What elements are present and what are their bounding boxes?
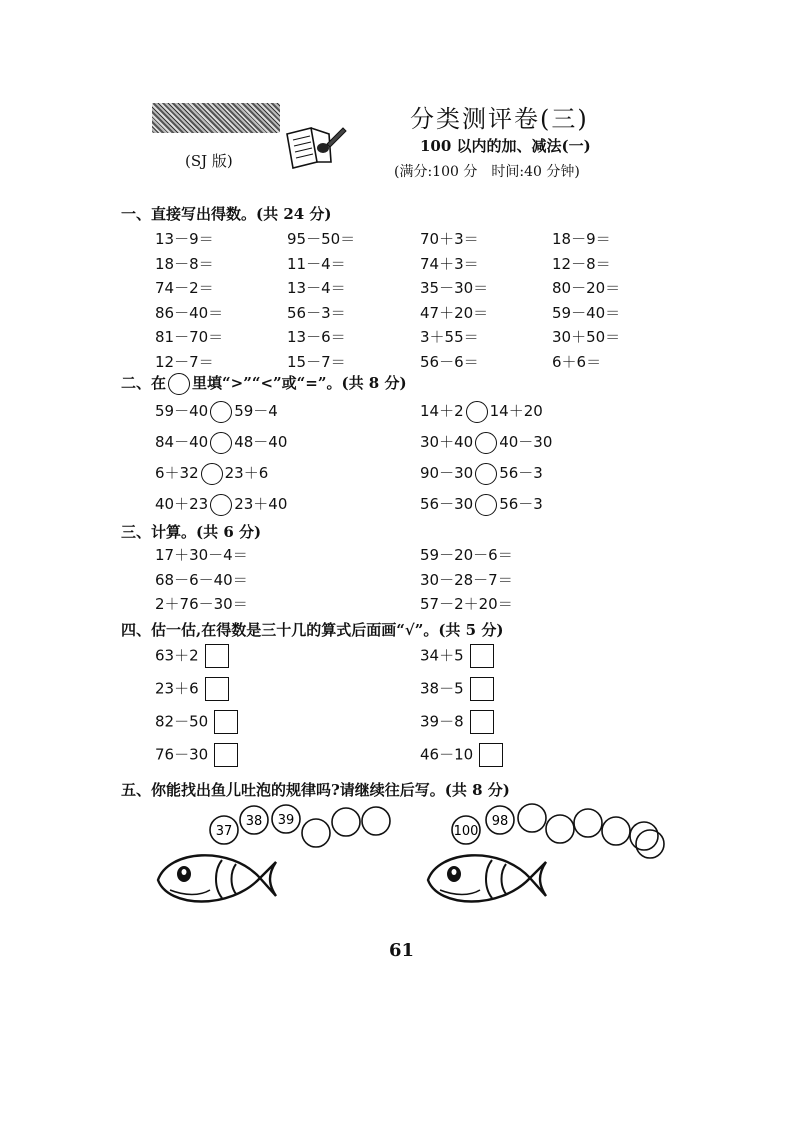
compare-left: 6＋32	[155, 464, 199, 482]
section-2-heading-post: 里填“>”“<”或“=”。(共 8 分)	[192, 374, 407, 392]
compare-left: 40＋23	[155, 495, 209, 513]
oral-calc-item: 12－7＝	[155, 352, 214, 371]
fish-right	[410, 800, 680, 930]
oral-calc-item: 13－9＝	[155, 230, 214, 248]
section-3-heading: 三、计算。(共 6 分)	[121, 523, 262, 541]
bubble[interactable]	[302, 819, 330, 847]
oral-calc-item: 74＋3＝	[420, 254, 479, 273]
compare-item	[155, 400, 278, 423]
compare-item	[420, 431, 552, 454]
bubble-number: 39	[277, 813, 295, 828]
header-stamp-graphic	[152, 103, 280, 133]
compare-left: 30＋40	[420, 433, 474, 451]
oral-calc-item: 13－4＝	[287, 279, 346, 297]
oral-calc-item: 81－70＝	[155, 328, 224, 346]
compare-right: 23＋40	[234, 495, 288, 513]
check-box[interactable]	[205, 644, 229, 668]
calc-item: 68－6－40＝	[155, 570, 248, 589]
compare-right: 56－3	[499, 464, 543, 482]
compare-right: 56－3	[499, 495, 543, 513]
estimate-expression: 39－8	[420, 712, 464, 731]
compare-right: 40－30	[499, 433, 553, 451]
estimate-item	[155, 710, 238, 734]
estimate-expression: 34＋5	[420, 646, 464, 665]
oral-calc-item: 70＋3＝	[420, 230, 479, 248]
oral-calc-item: 3＋55＝	[420, 328, 479, 346]
estimate-expression: 82－50	[155, 712, 209, 731]
bubble[interactable]	[546, 815, 574, 843]
oral-calc-item: 12－8＝	[552, 254, 611, 273]
section-2-heading	[121, 372, 407, 395]
calc-item: 2＋76－30＝	[155, 595, 248, 613]
bubble-number: 37	[215, 824, 233, 839]
oral-calc-item: 6＋6＝	[552, 352, 602, 371]
oral-calc-item: 30＋50＝	[552, 328, 621, 346]
bubble-number: 38	[245, 814, 263, 829]
compare-left: 14＋2	[420, 402, 464, 420]
section-5-heading: 五、你能找出鱼儿吐泡的规律吗?请继续往后写。(共 8 分)	[121, 781, 510, 799]
compare-right: 59－4	[234, 402, 278, 420]
bubble[interactable]	[332, 808, 360, 836]
bubble[interactable]	[602, 817, 630, 845]
estimate-item	[155, 644, 229, 668]
estimate-expression: 46－10	[420, 745, 474, 764]
score-time-info: (满分:100 分 时间:40 分钟)	[394, 164, 580, 180]
oral-calc-item: 18－9＝	[552, 230, 611, 248]
bubble[interactable]	[630, 822, 658, 850]
estimate-item	[155, 743, 238, 767]
compare-left: 59－40	[155, 402, 209, 420]
bubble[interactable]	[574, 809, 602, 837]
estimate-item	[420, 710, 494, 734]
compare-item	[155, 493, 287, 516]
estimate-expression: 23＋6	[155, 679, 199, 698]
oral-calc-item: 59－40＝	[552, 303, 621, 322]
circle-symbol	[168, 373, 190, 395]
bubble-number: 100	[453, 824, 479, 839]
compare-item	[155, 462, 268, 485]
compare-right: 14＋20	[489, 402, 543, 420]
compare-item	[420, 400, 543, 423]
check-box[interactable]	[470, 644, 494, 668]
compare-left: 56－30	[420, 495, 474, 513]
compare-answer-circle[interactable]	[466, 401, 488, 423]
bubble[interactable]	[636, 830, 664, 858]
section-4-heading: 四、估一估,在得数是三十几的算式后面画“√”。(共 5 分)	[121, 621, 504, 639]
calc-item: 17＋30－4＝	[155, 546, 248, 564]
check-box[interactable]	[205, 677, 229, 701]
calc-item: 57－2＋20＝	[420, 595, 513, 613]
page-subtitle: 100 以内的加、减法(一)	[420, 137, 591, 155]
compare-answer-circle[interactable]	[210, 401, 232, 423]
check-box[interactable]	[470, 677, 494, 701]
check-box[interactable]	[479, 743, 503, 767]
oral-calc-item: 18－8＝	[155, 254, 214, 273]
page-title: 分类测评卷(三)	[410, 105, 589, 133]
oral-calc-item: 56－3＝	[287, 303, 346, 322]
oral-calc-item: 80－20＝	[552, 279, 621, 297]
estimate-expression: 63＋2	[155, 646, 199, 665]
estimate-expression: 76－30	[155, 745, 209, 764]
oral-calc-item: 13－6＝	[287, 328, 346, 346]
check-box[interactable]	[214, 743, 238, 767]
compare-left: 84－40	[155, 433, 209, 451]
bubble-number: 98	[491, 814, 509, 829]
calc-item: 30－28－7＝	[420, 570, 513, 589]
page-number: 61	[389, 940, 415, 961]
estimate-item	[420, 677, 494, 701]
fish-left	[140, 800, 400, 930]
estimate-item	[155, 677, 229, 701]
check-box[interactable]	[470, 710, 494, 734]
compare-left: 90－30	[420, 464, 474, 482]
compare-answer-circle[interactable]	[475, 432, 497, 454]
check-box[interactable]	[214, 710, 238, 734]
compare-answer-circle[interactable]	[475, 494, 497, 516]
oral-calc-item: 74－2＝	[155, 279, 214, 297]
oral-calc-item: 95－50＝	[287, 230, 356, 248]
compare-item	[155, 431, 287, 454]
compare-answer-circle[interactable]	[210, 494, 232, 516]
compare-item	[420, 462, 543, 485]
compare-item	[420, 493, 543, 516]
bubble[interactable]	[362, 807, 390, 835]
oral-calc-item: 35－30＝	[420, 279, 489, 297]
oral-calc-item: 11－4＝	[287, 254, 346, 273]
book-pen-icon	[283, 122, 347, 170]
estimate-item	[420, 644, 494, 668]
bubble[interactable]	[518, 804, 546, 832]
section-1-heading: 一、直接写出得数。(共 24 分)	[121, 205, 332, 223]
oral-calc-item: 47＋20＝	[420, 303, 489, 322]
compare-answer-circle[interactable]	[201, 463, 223, 485]
oral-calc-item: 56－6＝	[420, 352, 479, 371]
compare-right: 23＋6	[224, 464, 269, 482]
estimate-expression: 38－5	[420, 679, 464, 698]
estimate-item	[420, 743, 503, 767]
compare-answer-circle[interactable]	[475, 463, 497, 485]
edition-label: (SJ 版)	[185, 152, 233, 170]
compare-answer-circle[interactable]	[210, 432, 232, 454]
section-2-heading-pre: 二、在	[121, 374, 167, 392]
oral-calc-item: 15－7＝	[287, 352, 346, 371]
oral-calc-item: 86－40＝	[155, 303, 224, 322]
calc-item: 59－20－6＝	[420, 546, 513, 564]
compare-right: 48－40	[234, 433, 288, 451]
